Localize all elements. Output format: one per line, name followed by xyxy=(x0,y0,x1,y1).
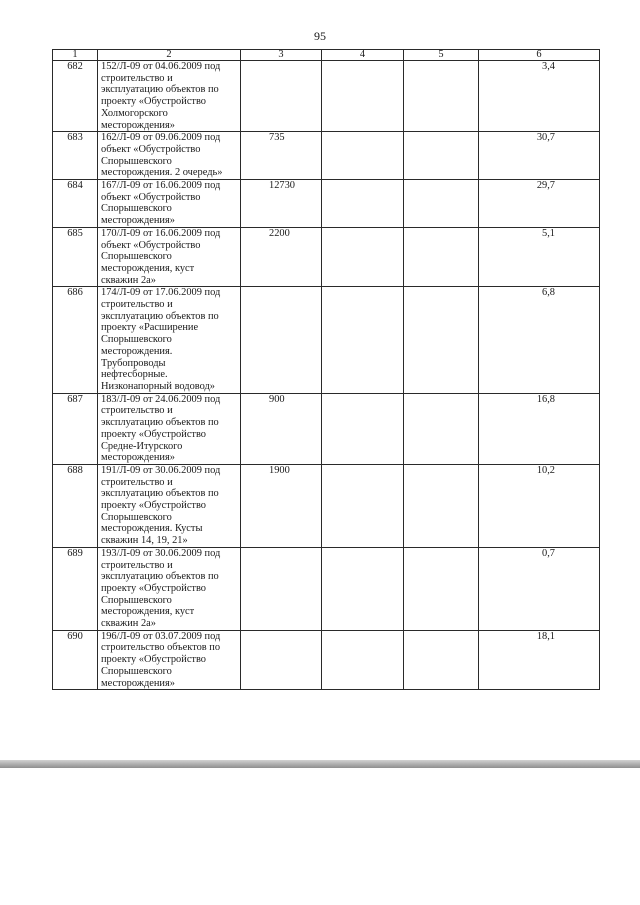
row-col5-value xyxy=(404,547,479,630)
row-number: 684 xyxy=(53,180,98,228)
description-line: месторождения. xyxy=(101,345,173,357)
scan-edge-shadow xyxy=(0,760,640,768)
description-line: 167/Л-09 от 16.06.2009 под xyxy=(101,180,221,192)
description-line: месторождения» xyxy=(101,452,175,464)
table-row xyxy=(53,464,600,547)
row-col4-value xyxy=(322,132,404,180)
description-line: 152/Л-09 от 04.06.2009 под xyxy=(101,61,221,72)
row-col6-value: 29,7 xyxy=(479,180,600,228)
row-col4-value xyxy=(322,630,404,690)
description-line: объект «Обустройство xyxy=(101,191,201,203)
row-col6-value: 0,7 xyxy=(479,547,600,630)
table-body xyxy=(53,61,600,690)
row-col3-value xyxy=(241,287,322,393)
row-col6-value: 5,1 xyxy=(479,227,600,287)
description-line: строительство и xyxy=(101,559,173,571)
row-col4-value xyxy=(322,464,404,547)
row-description xyxy=(98,180,241,228)
row-col6-value: 30,7 xyxy=(479,132,600,180)
table-row xyxy=(53,287,600,393)
column-header: 3 xyxy=(241,50,322,61)
description-line: 162/Л-09 от 09.06.2009 под xyxy=(101,132,221,144)
row-col4-value xyxy=(322,547,404,630)
row-col4-value xyxy=(322,393,404,464)
description-line: эксплуатацию объектов по xyxy=(101,310,219,322)
description-line: проекту «Обустройство xyxy=(101,96,206,108)
table-row xyxy=(53,227,600,287)
description-line: Спорышевского xyxy=(101,155,172,167)
row-col4-value xyxy=(322,180,404,228)
row-description xyxy=(98,287,241,393)
description-line: проекту «Обустройство xyxy=(101,428,206,440)
row-col3-value xyxy=(241,630,322,690)
description-line: проекту «Расширение xyxy=(101,322,199,334)
description-line: проекту «Обустройство xyxy=(101,582,206,594)
row-number: 688 xyxy=(53,464,98,547)
description-line: объект «Обустройство xyxy=(101,239,201,251)
row-col3-value: 735 xyxy=(241,132,322,180)
row-col6-value: 10,2 xyxy=(479,464,600,547)
description-line: месторождения. 2 очередь» xyxy=(101,167,223,179)
description-line: проекту «Обустройство xyxy=(101,500,206,512)
description-line: месторождения» xyxy=(101,119,175,131)
row-col6-value: 3,4 xyxy=(479,61,600,132)
description-line: 196/Л-09 от 03.07.2009 под xyxy=(101,630,221,642)
row-number: 682 xyxy=(53,61,98,132)
description-line: Трубопроводы xyxy=(101,357,166,369)
description-line: Холмогорского xyxy=(101,107,168,119)
column-header: 1 xyxy=(53,50,98,61)
row-col3-value: 2200 xyxy=(241,227,322,287)
register-table xyxy=(52,49,600,690)
row-number: 686 xyxy=(53,287,98,393)
description-line: строительство и xyxy=(101,405,173,417)
table-row xyxy=(53,547,600,630)
description-line: 170/Л-09 от 16.06.2009 под xyxy=(101,227,221,239)
table-row xyxy=(53,61,600,132)
row-col3-value: 1900 xyxy=(241,464,322,547)
description-line: строительство и xyxy=(101,72,173,84)
description-line: Спорышевского xyxy=(101,665,172,677)
description-line: эксплуатацию объектов по xyxy=(101,84,219,96)
description-line: скважин 2а» xyxy=(101,618,156,630)
description-line: 193/Л-09 от 30.06.2009 под xyxy=(101,547,221,559)
row-col5-value xyxy=(404,464,479,547)
description-line: проекту «Обустройство xyxy=(101,654,206,666)
description-line: Низконапорный водовод» xyxy=(101,380,215,392)
row-description xyxy=(98,227,241,287)
row-col6-value: 18,1 xyxy=(479,630,600,690)
table-row xyxy=(53,132,600,180)
row-number: 685 xyxy=(53,227,98,287)
description-line: скважин 2а» xyxy=(101,274,156,286)
description-line: Спорышевского xyxy=(101,594,172,606)
column-header: 6 xyxy=(479,50,600,61)
row-col3-value xyxy=(241,547,322,630)
row-description xyxy=(98,393,241,464)
row-number: 690 xyxy=(53,630,98,690)
row-description xyxy=(98,464,241,547)
row-col5-value xyxy=(404,61,479,132)
row-col5-value xyxy=(404,287,479,393)
row-col4-value xyxy=(322,227,404,287)
row-col3-value: 900 xyxy=(241,393,322,464)
description-line: объект «Обустройство xyxy=(101,143,201,155)
description-line: 174/Л-09 от 17.06.2009 под xyxy=(101,287,221,299)
description-line: месторождения» xyxy=(101,215,175,227)
row-description xyxy=(98,61,241,132)
description-line: эксплуатацию объектов по xyxy=(101,571,219,583)
column-header: 4 xyxy=(322,50,404,61)
row-description xyxy=(98,630,241,690)
description-line: Спорышевского xyxy=(101,203,172,215)
column-header: 5 xyxy=(404,50,479,61)
description-line: Спорышевского xyxy=(101,251,172,263)
table-row xyxy=(53,393,600,464)
description-line: Средне-Итурского xyxy=(101,440,183,452)
description-line: нефтесборные. xyxy=(101,369,168,381)
row-number: 687 xyxy=(53,393,98,464)
table-row xyxy=(53,180,600,228)
description-line: месторождения. Кусты xyxy=(101,523,203,535)
row-col5-value xyxy=(404,393,479,464)
page-number: 95 xyxy=(314,29,326,43)
description-line: строительство объектов по xyxy=(101,642,221,654)
description-line: месторождения, куст xyxy=(101,262,195,274)
row-col5-value xyxy=(404,630,479,690)
row-col5-value xyxy=(404,132,479,180)
description-line: строительство и xyxy=(101,476,173,488)
row-col5-value xyxy=(404,227,479,287)
row-col6-value: 6,8 xyxy=(479,287,600,393)
row-col3-value xyxy=(241,61,322,132)
table-row xyxy=(53,630,600,690)
description-line: месторождения» xyxy=(101,677,175,689)
row-number: 683 xyxy=(53,132,98,180)
description-line: 183/Л-09 от 24.06.2009 под xyxy=(101,393,221,405)
description-line: скважин 14, 19, 21» xyxy=(101,535,188,547)
description-line: эксплуатацию объектов по xyxy=(101,417,219,429)
description-line: месторождения, куст xyxy=(101,606,195,618)
description-line: эксплуатацию объектов по xyxy=(101,488,219,500)
column-header: 2 xyxy=(98,50,241,61)
description-line: Спорышевского xyxy=(101,334,172,346)
row-description xyxy=(98,132,241,180)
row-col5-value xyxy=(404,180,479,228)
row-number: 689 xyxy=(53,547,98,630)
row-col4-value xyxy=(322,61,404,132)
row-col3-value: 12730 xyxy=(241,180,322,228)
description-line: строительство и xyxy=(101,299,173,311)
header-row xyxy=(53,50,600,61)
description-line: Спорышевского xyxy=(101,511,172,523)
row-description xyxy=(98,547,241,630)
row-col6-value: 16,8 xyxy=(479,393,600,464)
row-col4-value xyxy=(322,287,404,393)
description-line: 191/Л-09 от 30.06.2009 под xyxy=(101,464,221,476)
